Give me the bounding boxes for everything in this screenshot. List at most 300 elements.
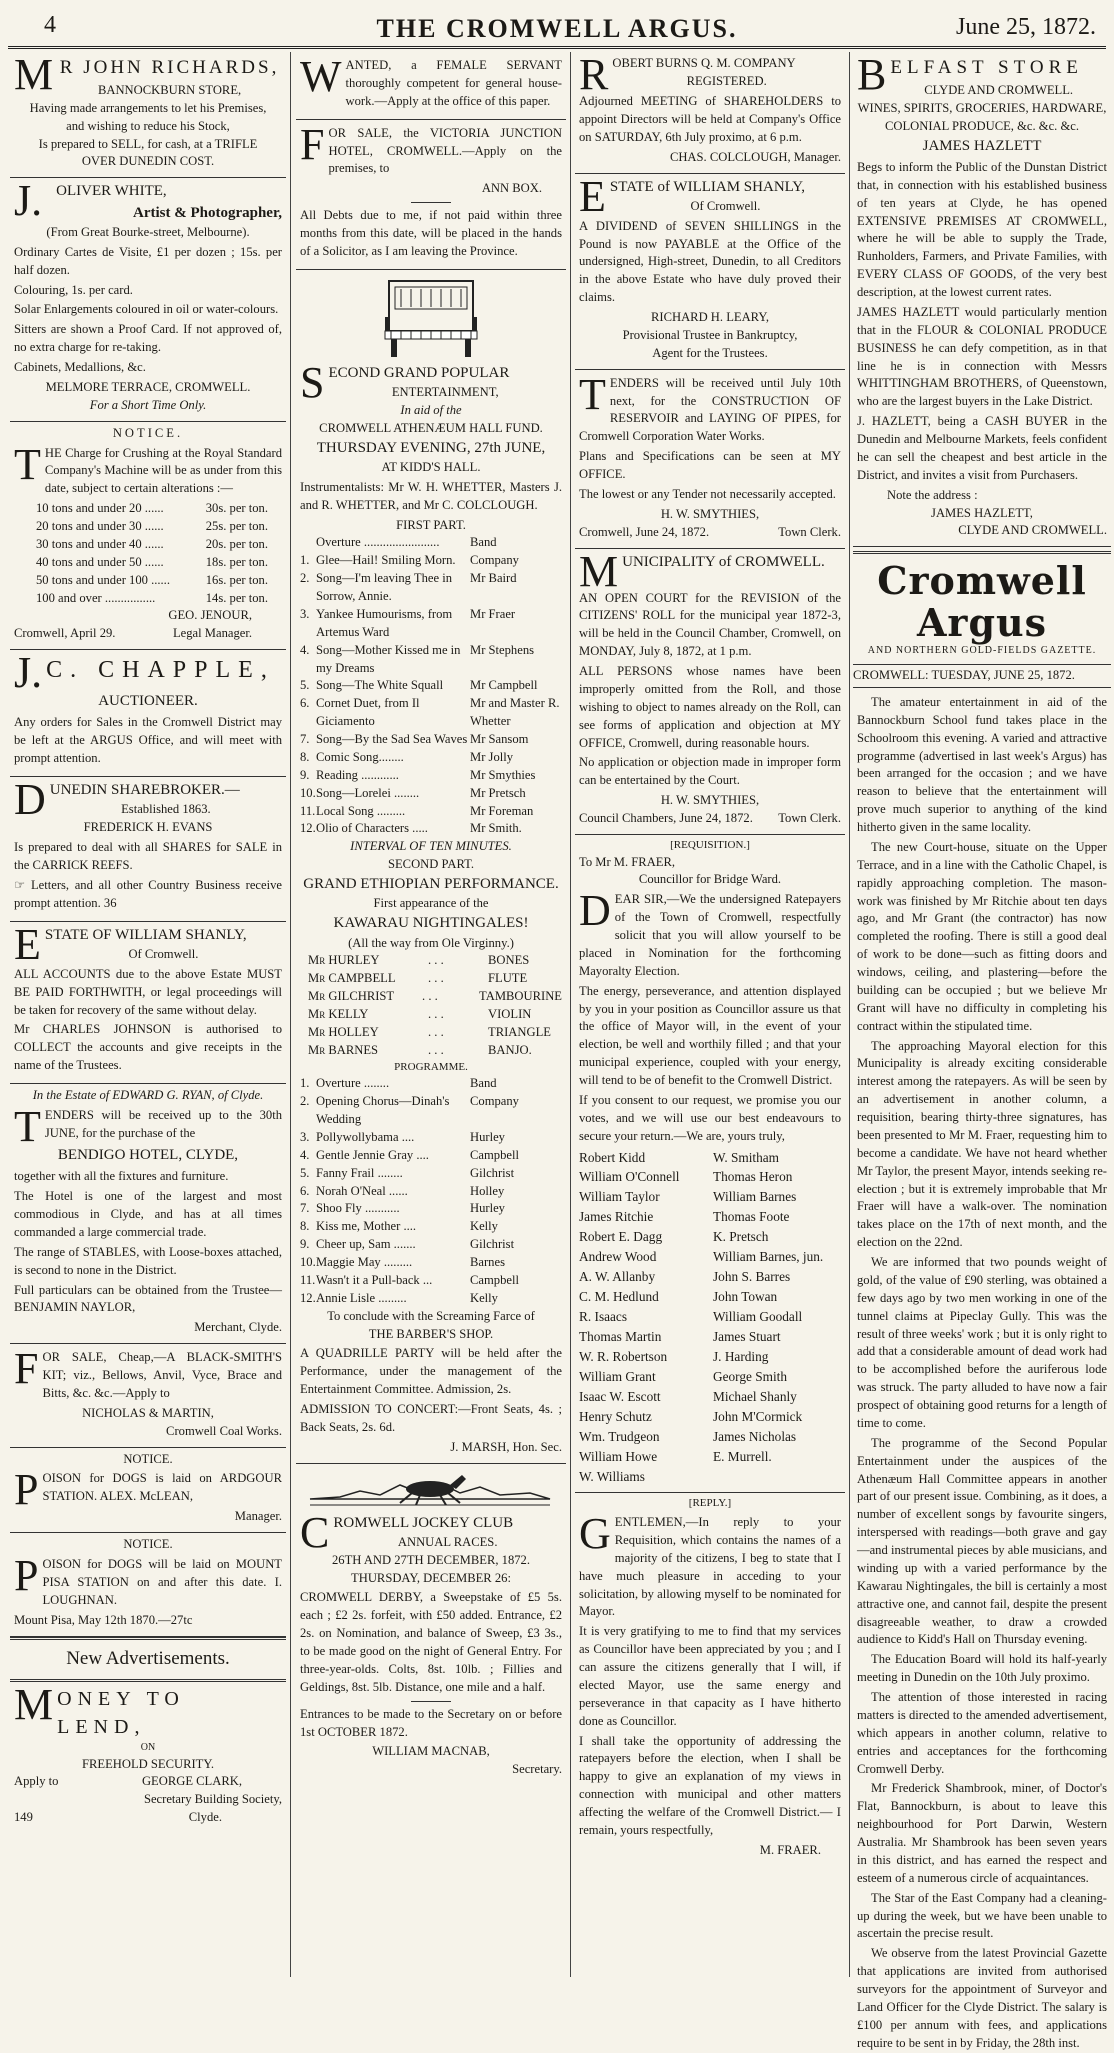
item-performer: Mr Jolly bbox=[470, 749, 514, 764]
ad-text: In aid of the bbox=[400, 402, 462, 417]
ad-heading: ROMWELL JOCKEY CLUB bbox=[333, 1514, 514, 1531]
signatory-name: John Towan bbox=[713, 1289, 778, 1305]
programme-item bbox=[300, 1093, 562, 1129]
ad-subheading: Established 1863. bbox=[121, 802, 211, 817]
ad-address: MELMORE TERRACE, CROMWELL. bbox=[45, 379, 251, 394]
cast-name: Mr HURLEY bbox=[308, 953, 380, 968]
ad-text: To Mr M. FRAER, bbox=[579, 854, 676, 869]
cast-name: Mr GILCHRIST bbox=[308, 989, 395, 1004]
item-number: 9. bbox=[300, 1237, 310, 1252]
ad-signer: ALEX. McLEAN, bbox=[99, 1489, 193, 1504]
ad-place: Cromwell, April 29. bbox=[14, 626, 116, 641]
dropcap: C bbox=[300, 1507, 330, 1557]
editorial-paragraph: The Education Board will hold its half-yearly meeting in Dunedin on the 10th July proximo. bbox=[857, 1652, 1107, 1685]
ad-text: First appearance of the bbox=[373, 896, 489, 911]
ad-role: Provisional Trustee in Bankruptcy, bbox=[622, 327, 798, 342]
signatory-name: Isaac W. Escott bbox=[579, 1388, 661, 1404]
ad-shanly-dividend bbox=[575, 171, 845, 370]
ad-shanly-estate bbox=[10, 919, 286, 1084]
signatory-name: James Stuart bbox=[713, 1328, 781, 1344]
dropcap: T bbox=[579, 369, 606, 419]
ad-text: ON bbox=[140, 1742, 156, 1754]
ad-text: Councillor for Bridge Ward. bbox=[638, 872, 782, 887]
ad-text: ALL PERSONS whose names have been improperly omitted from the Roll, and those wishing to object to names already on the Roll, can see forms of application and objection at MY OFFICE, Cromwell, during reasonable hours. bbox=[579, 664, 841, 750]
programme-item bbox=[300, 1218, 562, 1236]
ad-subheading: PROGRAMME. bbox=[394, 1060, 468, 1073]
ad-signer: JAMES HAZLETT, bbox=[931, 505, 1033, 520]
ad-chapple bbox=[10, 650, 286, 777]
programme-item bbox=[300, 803, 562, 821]
item-performer: Mr Campbell bbox=[470, 678, 538, 693]
ad-ryan-estate bbox=[10, 1084, 286, 1344]
signatory-name: William Howe bbox=[579, 1448, 658, 1464]
ad-place: Clyde. bbox=[188, 1810, 222, 1825]
ad-text: Is prepared to deal with all SHARES for SALE in the CARRICK REEFS. bbox=[14, 840, 282, 873]
programme-item bbox=[300, 552, 562, 570]
item-title: Song—The White Squall bbox=[316, 678, 444, 693]
programme-item bbox=[300, 1147, 562, 1165]
item-number: 6. bbox=[300, 696, 310, 711]
item-title: Cheer up, Sam ....... bbox=[316, 1237, 416, 1252]
item-title: Comic Song........ bbox=[316, 749, 404, 764]
ad-name: JAMES HAZLETT bbox=[922, 137, 1042, 154]
ad-number: 36 bbox=[103, 895, 117, 910]
ad-subheading: CLYDE AND CROMWELL. bbox=[924, 82, 1074, 97]
ad-subheading: REGISTERED. bbox=[686, 73, 767, 88]
signatory-name: Henry Schutz bbox=[579, 1408, 652, 1424]
cast-instrument: TRIANGLE bbox=[488, 1024, 551, 1039]
ad-text: All Debts due to me, if not paid within three months from this date, will be placed in the hands of a Solicitor, as I am leaving the Province. bbox=[300, 208, 562, 258]
ad-text: INTERVAL OF TEN MINUTES. bbox=[350, 839, 512, 854]
ad-text: Having made arrangements to let his Premises, bbox=[29, 100, 267, 115]
ad-text: J. HAZLETT, being a CASH BUYER in the Dunedin and Melbourne Markets, feels confident he can sell the cheapest and best article in the District, and invites a visit from Purchasers. bbox=[857, 414, 1107, 482]
item-title: Gentle Jennie Gray .... bbox=[316, 1147, 429, 1162]
rate-row bbox=[14, 536, 282, 554]
ad-burns-company bbox=[575, 52, 845, 174]
cast-name: Mr BARNES bbox=[308, 1042, 379, 1057]
ad-signer: CHAS. COLCLOUGH, Manager. bbox=[669, 149, 841, 164]
cast-instrument: FLUTE bbox=[488, 971, 528, 986]
rate-row bbox=[14, 518, 282, 536]
dropcap: W bbox=[300, 52, 342, 101]
dropcap: D bbox=[14, 775, 46, 825]
programme-item bbox=[300, 731, 562, 749]
ad-text: Note the address : bbox=[887, 487, 978, 502]
cast-row bbox=[308, 988, 562, 1006]
signatory-name: William Taylor bbox=[579, 1189, 660, 1205]
cast-dots: . . . bbox=[428, 1024, 444, 1039]
item-number: 1. bbox=[300, 553, 310, 568]
ad-signer: RICHARD H. LEARY, bbox=[650, 310, 770, 325]
ad-text: OR SALE, Cheap,—A BLACK-SMITH'S KIT; viz., Bellows, Anvil, Vyce, Brace and Bitts, &c. &c.—Apply to bbox=[42, 1350, 282, 1400]
ad-richards bbox=[10, 52, 286, 178]
ad-text: CROMWELL ATHENÆUM HALL FUND. bbox=[319, 420, 543, 435]
item-title: Kiss me, Mother .... bbox=[316, 1219, 417, 1234]
signatory-name bbox=[713, 1467, 841, 1487]
programme-item bbox=[300, 534, 562, 552]
item-number: 12. bbox=[300, 821, 316, 836]
ad-subheading: ANNUAL RACES. bbox=[397, 1534, 498, 1549]
column-4 bbox=[853, 50, 1111, 2050]
programme-item bbox=[300, 606, 562, 642]
ad-subheading: THURSDAY EVENING, 27th JUNE, bbox=[316, 439, 546, 456]
cast-instrument: BANJO. bbox=[488, 1042, 532, 1057]
item-title: Olio of Characters ..... bbox=[316, 821, 428, 836]
ad-text: A QUADRILLE PARTY will be held after the Performance, under the management of the Entertainment Committee. Admission, 2s. bbox=[300, 1346, 562, 1397]
ad-text: Mr CHARLES JOHNSON is authorised to COLLECT the accounts and give receipts in the name of the Trustees. bbox=[14, 1022, 282, 1073]
ad-signer: H. W. SMYTHIES, bbox=[660, 506, 760, 521]
ad-heading: STATE of WILLIAM SHANLY, bbox=[609, 178, 805, 195]
item-performer: Kelly bbox=[470, 1219, 498, 1234]
logo-subtitle: AND NORTHERN GOLD-FIELDS GAZETTE. bbox=[867, 644, 1097, 656]
issue-date: June 25, 1872. bbox=[956, 14, 1096, 40]
programme-item bbox=[300, 749, 562, 767]
ad-belfast-store bbox=[853, 52, 1111, 547]
item-number: 1. bbox=[300, 1076, 310, 1091]
pointing-hand-icon: ☞ bbox=[14, 877, 26, 892]
piano-illustration bbox=[381, 277, 481, 359]
ad-signer: WILLIAM MACNAB, bbox=[372, 1744, 490, 1759]
signatory-name: Robert Kidd bbox=[579, 1149, 646, 1165]
ad-text: The energy, perseverance, and attention displayed by you in your position as Councillor assure us that the office of Mayor will, in the event of your election, be well and worthily filled ; and that your municipal experience, coupled with your energy, will tend to be of benefit to the Cromwell District. bbox=[579, 983, 841, 1088]
ad-subheading: SECOND PART. bbox=[387, 857, 475, 872]
programme-item bbox=[300, 820, 562, 838]
ad-heading: ECOND GRAND POPULAR bbox=[328, 364, 510, 381]
ad-subheading: BENDIGO HOTEL, CLYDE, bbox=[57, 1146, 239, 1163]
item-title: Maggie May ......... bbox=[316, 1255, 413, 1270]
ad-heading: STATE OF WILLIAM SHANLY, bbox=[44, 926, 247, 943]
ad-heading: OLIVER WHITE, bbox=[56, 183, 167, 200]
programme-item bbox=[300, 1254, 562, 1272]
ad-heading: In the Estate of EDWARD G. RYAN, of Clyde. bbox=[32, 1088, 264, 1103]
programme-item bbox=[300, 1075, 562, 1093]
column-3 bbox=[575, 52, 845, 1980]
ad-text: ALL ACCOUNTS due to the above Estate MUST BE PAID FORTHWITH, or legal proceedings will be taken for recovery of the same without delay. bbox=[14, 966, 282, 1017]
ad-role: Secretary Building Society, bbox=[143, 1792, 282, 1807]
ad-subheading: FREEHOLD SECURITY. bbox=[81, 1756, 214, 1771]
new-advertisements-heading: New Advertisements. bbox=[10, 1637, 286, 1682]
item-title: Song—Lorelei ........ bbox=[316, 785, 420, 800]
ad-subheading: Of Cromwell. bbox=[128, 946, 199, 961]
editorial-paragraph: We are informed that two pounds weight of gold, of the value of £90 sterling, was obtained a few days ago by two men working in one of the tunnel claims at Pipeclay Gully. This was the result of three weeks' work ; but it is only right to add that a considerable amount of dead work had to be accomplished before the auriferous lode was struck. The party alluded to have now a fair prospect of obtaining good returns for a length of time to come. bbox=[857, 1255, 1107, 1430]
programme-item bbox=[300, 1200, 562, 1218]
item-performer: Mr Smythies bbox=[470, 767, 536, 782]
ad-text: Ordinary Cartes de Visite, £1 per dozen ; 15s. per half dozen. bbox=[14, 244, 282, 277]
ad-wanted-servant bbox=[296, 52, 566, 120]
ad-role: Town Clerk. bbox=[778, 524, 841, 539]
signatory-name: James Nicholas bbox=[713, 1428, 797, 1444]
item-number: 10. bbox=[300, 785, 316, 800]
newspaper-title: THE CROMWELL ARGUS. bbox=[376, 14, 738, 43]
dropcap: T bbox=[14, 439, 41, 489]
ad-heading: NOTICE. bbox=[123, 1537, 173, 1552]
item-performer: Mr Pretsch bbox=[470, 785, 526, 800]
item-number: 11. bbox=[300, 803, 316, 818]
signatory-name: J. Harding bbox=[713, 1348, 769, 1364]
ad-signer: I. LOUGHNAN. bbox=[42, 1575, 282, 1607]
ad-subheading: BANNOCKBURN STORE, bbox=[97, 82, 242, 97]
ad-reply bbox=[575, 1493, 845, 1865]
item-number: 5. bbox=[300, 1165, 310, 1180]
signatory-name: William Goodall bbox=[713, 1309, 803, 1325]
ad-place: CLYDE AND CROMWELL. bbox=[958, 523, 1107, 538]
item-title: Wasn't it a Pull-back ... bbox=[316, 1272, 433, 1287]
ad-text: Full particulars can be obtained from the Trustee— bbox=[14, 1282, 282, 1297]
signatory-name: C. M. Hedlund bbox=[579, 1289, 659, 1305]
ad-date: Mount Pisa, May 12th 1870.—27tc bbox=[14, 1612, 193, 1627]
ad-money-to-lend bbox=[10, 1679, 286, 1833]
dropcap: M bbox=[14, 50, 54, 99]
signatory-name: E. Murrell. bbox=[713, 1448, 772, 1464]
signatory-name: Robert E. Dagg bbox=[579, 1229, 663, 1245]
ad-text: Any orders for Sales in the Cromwell District may be left at the ARGUS Office, and will meet with prompt attention. bbox=[14, 715, 282, 766]
signatory-name: A. W. Allanby bbox=[579, 1269, 656, 1285]
ad-heading: ONEY TO LEND, bbox=[57, 1687, 185, 1738]
dropcap: E bbox=[579, 171, 606, 221]
rate-price: 16s. per ton. bbox=[205, 572, 268, 587]
dropcap: F bbox=[14, 1344, 39, 1394]
programme-item bbox=[300, 767, 562, 785]
ad-crushing-notice bbox=[10, 422, 286, 651]
item-title: Song—Mother Kissed me in my Dreams bbox=[316, 642, 461, 675]
ad-subheading: KAWARAU NIGHTINGALES! bbox=[333, 915, 529, 932]
signatory-name: Thomas Foote bbox=[713, 1209, 790, 1225]
ad-heading: UNEDIN SHAREBROKER.— bbox=[49, 782, 240, 799]
cast-name: Mr HOLLEY bbox=[308, 1024, 379, 1039]
dropcap: S bbox=[300, 357, 325, 407]
programme-item bbox=[300, 1129, 562, 1147]
item-title: Cornet Duet, from Il Giciamento bbox=[316, 696, 420, 729]
item-number bbox=[300, 534, 316, 552]
item-title: Overture ........................ bbox=[316, 535, 440, 550]
ad-signer: H. W. SMYTHIES, bbox=[660, 793, 760, 808]
ad-role: Legal Manager. bbox=[172, 626, 252, 641]
column-rule bbox=[570, 52, 571, 1977]
item-performer: Campbell bbox=[470, 1147, 519, 1162]
signatory-name: William Grant bbox=[579, 1368, 656, 1384]
ad-text: If you consent to our request, we promise you our votes, and we will use our best endeavours to secure your return.—We are, yours truly, bbox=[579, 1092, 841, 1143]
dropcap: M bbox=[579, 546, 619, 596]
ad-text: Apply to bbox=[14, 1774, 59, 1789]
ad-text: I shall take the opportunity of addressing the ratepayers before the election, when I shall be happy to give an explanation of my views in connection with municipal and other matters affecting the welfare of the Cromwell District.— I remain, yours respectfully, bbox=[579, 1733, 841, 1837]
cast-name: Mr KELLY bbox=[308, 1007, 369, 1022]
editorial-header bbox=[853, 551, 1111, 688]
item-performer: Mr Stephens bbox=[470, 642, 535, 657]
ad-tag: [REQUISITION.] bbox=[670, 838, 750, 851]
ad-text: The Hotel is one of the largest and most commodious in Clyde, and has at all times commanded a large commercial trade. bbox=[14, 1189, 282, 1239]
item-performer: Barnes bbox=[470, 1255, 505, 1270]
programme-item bbox=[300, 1165, 562, 1183]
ad-place: Cromwell, June 24, 1872. bbox=[579, 524, 710, 539]
signatory-name: Thomas Martin bbox=[579, 1328, 662, 1344]
item-title: Song—I'm leaving Thee in Sorrow, Annie. bbox=[316, 571, 452, 604]
ad-signer: ANN BOX. bbox=[481, 181, 542, 196]
ad-role: Secretary. bbox=[512, 1762, 562, 1777]
rate-range: 30 tons and under 40 ...... bbox=[36, 536, 164, 551]
ad-text: Begs to inform the Public of the Dunstan District that, in connection with his established business of ten years at Clyde, he has opened EXTENSIVE PREMISES AT CROMWELL, where he will be able to supply the Trade, Runholders, Farmers, and Private Families, with EVERY CLASS OF GOODS, of the very best description, at the lowest current rates. bbox=[857, 159, 1107, 300]
ad-text: Sitters are shown a Proof Card. If not approved of, no extra charge for re-taking. bbox=[14, 322, 282, 355]
signatory-name: Michael Shanly bbox=[713, 1388, 797, 1404]
cast-dots: . . . bbox=[428, 1042, 444, 1057]
ad-text: Cabinets, Medallions, &c. bbox=[14, 360, 146, 375]
item-performer: Band bbox=[470, 1076, 497, 1091]
column-rule bbox=[849, 52, 850, 1977]
ad-victoria-hotel bbox=[296, 120, 566, 270]
ad-municipality bbox=[575, 546, 845, 835]
dropcap: R bbox=[579, 50, 609, 99]
ad-heading: R JOHN RICHARDS, bbox=[59, 57, 280, 78]
signatory-list bbox=[579, 1148, 841, 1487]
item-number: 8. bbox=[300, 749, 310, 764]
item-title: Opening Chorus—Dinah's Wedding bbox=[316, 1094, 450, 1127]
signatory-name: George Smith bbox=[713, 1368, 787, 1384]
item-number: 12. bbox=[300, 1290, 316, 1305]
ad-concert bbox=[296, 270, 566, 1464]
rate-table bbox=[14, 500, 282, 607]
item-number: 7. bbox=[300, 1201, 310, 1216]
ad-blacksmith-sale bbox=[10, 1344, 286, 1447]
rate-range: 10 tons and under 20 ...... bbox=[36, 501, 164, 516]
signatory-name: Andrew Wood bbox=[579, 1249, 657, 1265]
ad-subheading: THURSDAY, DECEMBER 26: bbox=[351, 1570, 511, 1585]
ad-role: Merchant, Clyde. bbox=[194, 1320, 282, 1335]
ad-heading: NOTICE. bbox=[123, 1451, 173, 1466]
ad-text: Colouring, 1s. per card. bbox=[14, 282, 133, 297]
dropcap: T bbox=[14, 1101, 41, 1151]
ad-role: Town Clerk. bbox=[778, 811, 841, 826]
programme-item bbox=[300, 1290, 562, 1308]
ad-text: OISON for DOGS is laid on ARDGOUR STATION. bbox=[42, 1471, 282, 1504]
cast-instrument: VIOLIN bbox=[488, 1007, 532, 1022]
ad-signer: GEO. JENOUR, bbox=[168, 608, 252, 623]
dropcap: G bbox=[579, 1509, 611, 1559]
ad-signer: J. MARSH, Hon. Sec. bbox=[450, 1439, 562, 1454]
item-number: 5. bbox=[300, 678, 310, 693]
item-performer: Hurley bbox=[470, 1201, 505, 1216]
ad-heading: NOTICE. bbox=[112, 425, 184, 440]
cast-dots: . . . bbox=[428, 971, 444, 986]
dropcap: D bbox=[579, 886, 611, 936]
item-performer: Kelly bbox=[470, 1290, 498, 1305]
ad-text: 26TH AND 27TH DECEMBER, 1872. bbox=[331, 1552, 530, 1567]
signatory-name: Wm. Trudgeon bbox=[579, 1428, 660, 1444]
programme-list bbox=[300, 534, 562, 838]
dropcap: B bbox=[857, 50, 887, 99]
ad-subheading: FIRST PART. bbox=[396, 517, 466, 532]
rate-row bbox=[14, 500, 282, 518]
item-performer: Mr Foreman bbox=[470, 803, 534, 818]
item-number: 4. bbox=[300, 1147, 310, 1162]
signatory-name: William Barnes, jun. bbox=[713, 1249, 824, 1265]
rate-price: 20s. per ton. bbox=[205, 536, 268, 551]
signatory-name: W. R. Robertson bbox=[579, 1348, 668, 1364]
ad-text: and wishing to reduce his Stock, bbox=[66, 118, 230, 133]
signatory-name: K. Pretsch bbox=[713, 1229, 769, 1245]
item-title: Norah O'Neal ...... bbox=[316, 1183, 408, 1198]
ad-role: Manager. bbox=[234, 1509, 282, 1524]
ad-heading: ELFAST STORE bbox=[890, 57, 1083, 78]
cast-row bbox=[308, 1042, 562, 1060]
separator bbox=[411, 202, 451, 203]
item-performer: Mr Sansom bbox=[470, 732, 529, 747]
ad-role: Cromwell Coal Works. bbox=[166, 1423, 282, 1438]
ad-subheading: Of Cromwell. bbox=[690, 198, 761, 213]
item-performer: Hurley bbox=[470, 1129, 505, 1144]
item-performer: Gilchrist bbox=[470, 1237, 515, 1252]
cast-name: Mr CAMPBELL bbox=[308, 971, 396, 986]
programme-item bbox=[300, 642, 562, 678]
signatory-name: R. Isaacs bbox=[579, 1309, 627, 1325]
editorial-paragraph: The programme of the Second Popular Entertainment under the auspices of the Athenæum Hall Committee appears in another part of our present issue. Combining, as it does, a number of excellent songs by favourite singers, interspersed with readings—both grave and gay—and instrumental pieces by able musicians, and winding up with a varied performance by the Kawarau Nightingales, the bill is certainly a most attractive one, and cannot fail, despite the present disagreeable weather, to draw a crowded audience to Kidd's Hall on Thursday evening. bbox=[857, 1435, 1107, 1647]
ad-poison-pisa bbox=[10, 1533, 286, 1636]
ad-oliver-white bbox=[10, 178, 286, 421]
editorial-paragraph: The attention of those interested in racing matters is directed to the amended advertisement, which appears in another column, relative to entries and acceptances for the forthcoming Cromwell Derby. bbox=[857, 1690, 1107, 1776]
ad-text: ADMISSION TO CONCERT:—Front Seats, 4s. ; Back Seats, 2s. 6d. bbox=[300, 1402, 562, 1434]
rate-row bbox=[14, 590, 282, 608]
ad-signer: GEORGE CLARK, bbox=[141, 1774, 242, 1789]
ad-poison-ardgour bbox=[10, 1448, 286, 1534]
signatory-name: John S. Barres bbox=[713, 1269, 791, 1285]
programme-item bbox=[300, 785, 562, 803]
ad-text: ENDERS will be received up to the 30th JUNE, for the purchase of the bbox=[44, 1107, 282, 1140]
programme-item bbox=[300, 570, 562, 606]
dateline: CROMWELL: TUESDAY, JUNE 25, 1872. bbox=[853, 664, 1111, 688]
rate-range: 50 tons and under 100 ...... bbox=[36, 572, 170, 587]
item-performer: Mr Fraer bbox=[470, 606, 516, 621]
ad-text: WINES, SPIRITS, GROCERIES, HARDWARE, COLONIAL PRODUCE, &c. &c. &c. bbox=[857, 100, 1107, 133]
ad-text: (From Great Bourke-street, Melbourne). bbox=[46, 224, 250, 239]
item-title: Pollywollybama .... bbox=[316, 1129, 415, 1144]
ad-name: NICHOLAS & MARTIN, bbox=[82, 1405, 214, 1420]
dropcap: P bbox=[14, 1551, 39, 1601]
cast-list bbox=[300, 952, 562, 1059]
ad-subheading: ENTERTAINMENT, bbox=[391, 385, 499, 400]
masthead bbox=[8, 8, 1106, 49]
editorial-paragraph: The new Court-house, situate on the Upper Terrace, and in a line with the Catholic Chapel, is rapidly approaching completion. The mason-work was finished by Mr Ritchie about ten days ago, and Mr Grant (the contractor) has now completed the roofing. There is still a good deal of work to be done—such as fitting doors and windows, ceiling, and plastering—before the building can be occupied ; but we believe Mr Grant will have no difficulty in completing his contract within the stipulated time. bbox=[857, 839, 1107, 1033]
rate-price: 18s. per ton. bbox=[205, 554, 268, 569]
page-number: 4 bbox=[44, 12, 56, 38]
programme-list bbox=[300, 1075, 562, 1307]
ad-text: ENDERS will be received until July 10th next, for the CONSTRUCTION OF RESERVOIR and LAYING OF PIPES, for Cromwell Corporation Water Works. bbox=[579, 375, 841, 444]
dropcap: M bbox=[14, 1679, 54, 1729]
editorial-paragraph: The amateur entertainment in aid of the Bannockburn School fund takes place in the Schoolroom this evening. A varied and attractive programme (advertised in last week's Argus) has been arranged for the occasion ; and we have reason to believe that the entertainment will prove much superior to anything of the kind hitherto given in the same locality. bbox=[857, 694, 1107, 835]
ad-sharebroker bbox=[10, 777, 286, 922]
signatory-name: John M'Cormick bbox=[713, 1408, 803, 1424]
item-title: Local Song ......... bbox=[316, 803, 406, 818]
item-number: 6. bbox=[300, 1183, 310, 1198]
dropcap: E bbox=[14, 919, 41, 969]
rate-row bbox=[14, 554, 282, 572]
ad-text: Instrumentalists: Mr W. H. WHETTER, Masters J. and R. WHETTER, and Mr C. COLCLOUGH. bbox=[300, 479, 562, 512]
item-title: Fanny Frail ........ bbox=[316, 1165, 403, 1180]
ad-text: Solar Enlargements coloured in oil or water-colours. bbox=[14, 302, 279, 317]
signatory-name: Thomas Heron bbox=[713, 1169, 793, 1185]
rate-row bbox=[14, 572, 282, 590]
item-title: Annie Lisle ......... bbox=[316, 1290, 407, 1305]
dropcap: J. bbox=[14, 648, 43, 698]
item-title: Song—By the Sad Sea Waves bbox=[316, 732, 468, 747]
ad-text: EAR SIR,—We the undersigned Ratepayers of the Town of Cromwell, respectfully solicit that you will allow yourself to be placed in Nomination for the forthcoming Mayoralty Election. bbox=[579, 892, 841, 978]
ad-text: ANTED, a FEMALE SERVANT thoroughly competent for general house-work.—Apply at the office of this paper. bbox=[345, 58, 562, 108]
ad-tag: [REPLY.] bbox=[688, 1497, 732, 1510]
item-title: Shoo Fly ........... bbox=[316, 1201, 400, 1216]
ad-heading: UNICIPALITY of CROMWELL. bbox=[622, 553, 825, 570]
ad-note: For a Short Time Only. bbox=[89, 397, 207, 412]
ad-text: The lowest or any Tender not necessarily accepted. bbox=[579, 486, 836, 501]
item-number: 2. bbox=[300, 1094, 310, 1109]
cast-instrument: BONES bbox=[488, 953, 530, 968]
cast-dots: . . . bbox=[428, 953, 444, 968]
